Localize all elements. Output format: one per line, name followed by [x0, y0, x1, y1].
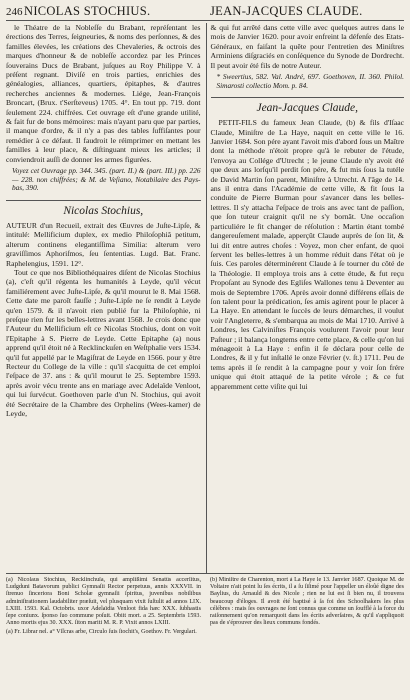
running-head-right: JEAN-JACQUES CLAUDE.: [210, 4, 363, 18]
entry-title-claude: Jean-Jacques Claude,: [211, 97, 405, 114]
running-head-left: NICOLAS STOCHIUS.: [24, 4, 151, 18]
stochius-continuation: & qui fut arrêté dans cette ville avec quelques autres dans le mois de Janvier 1620. pour avoir enfreint la défenſe des Etats-Généraux, en faiſant la quête pour l'entretien des Miniſtres Arminiens diſgraciés en conſéquence du Synode de Dordrecht. Il peut avoir été fils de notre Auteur.: [210, 23, 404, 70]
footnote-a-extra: (a) Fr. Librar nel. a° Vſſcras arbe, Circulo ſuis ſtochit's, Goethov. Fr. Vergulari.: [6, 629, 197, 636]
footnote-b: (b) Miniſtre de Charenton, mort à La Haye le 13. Janvier 1687. Quoique M. de Voltaire n'ait point lu ſes écrits, il a ſu ſiſimé pour l'appeller un éloûé digne des Baylius, du Arnauld & des Nicole ; rien ne lui est ſi bien nu, il trouvera beaucoup d'éloges. Il avoit été baptisé à ſa foi des Schoolhakers les plus célébres : mais ſes ouvrages ne ſont connus que comme un ſoufflé à la force du raiſonnement qu'on remarquoit dans les écrits adverſaires, & qu'il s'appliquoit pas de s'éprouver des lieux communs fondés.: [210, 577, 404, 627]
left-column: [6, 23, 201, 573]
footnotes: [6, 573, 404, 637]
page-number: 246: [6, 6, 23, 18]
footnote-a: (a) Nicolaus Stochius, Recklinchuſa, qui amplißimi Senatûs accerſitus, Ludgduni Batavorum publici Gymnaſii Rector perpetuus, annis XXXVII. in ſtrenuo ſinceriora Boni Scholæ gymnaſii ſpiritus, juvenibus nobilibus adminiſtrationem laudabiliter præſuit, vel plusquam vixit ſuſtulit ad annos LIX. LXIII. 1593. Kal. Octobris. uxor Adelaïdia Venloot fida hæc XXX. ſubhastis ſepe coniunx. ſponso ſuo commune poſuit. Obiit mort. a 25. Septembris 1593. Anno mortis ejus 30. XXX. ſiton mariti M. R. P. Vixit annos LXIII.: [6, 577, 201, 627]
footnote-right: [206, 577, 404, 637]
brabant-continuation: le Théatre de la Nobleſſe du Brabant, repréſentant les érections des Terres, ſeigneuries, & noms des perſonnes, & des familles élevées, les créations des Chevaleries, & octrois des marques d'honneur & de nobleſſe accordez par les Princes ſouverains Ducs de Brabant, juſques au Roy Philippe V. à préſent regnant. Diviſé en trois parties, enrichies des généalogies, alliances, quartiers, épitaphes, & d'autres recherches anciennes & modernes. Liége, Jean-François Broncart, (Brux. t'Serſteveus) 1705. 4°. En tout pp. 719. dont ſeulement 224. chiffrées. Cet ouvrage eſt d'une grande utilité, & fait fur de bons mémoires: mais n'ayant paru que par parties, il manque d'ordre, & il n'y a pas des tables ſuffiſantes pour remédier à ce défaut. Il faudroit le réimprimer en mettant les familles à leur place, & diſtinguant mieux les articles; il conviendroit auſſi de donner les armes figurées.: [6, 23, 201, 164]
stochius-paragraph-2: Tout ce que nos Bibliothéquaires diſent de Nicolas Stochius (a), c'eſt qu'il régenta les humanités à Leyde, qu'il vécut familiérement avec Juſte-Lipſe, & qu'il mourut le 8. Mai 1568. Cette date me paroît fauſſe ; Juſte-Lipſe ne ſe rendit à Leyde qu'en 1579. & il n'avoit rien publié fur la Philoſophie, ni preſque rien fur les belles-lettres avant 1568. Je crois donc que l'Auteur du Mellificium eſt ce Nicolas Stochius, dont on voit l'Epitaphe à S. Pierre de Leyde. Cette Epitaphe (a) nous apprend qu'il étoit né à Recklinckuſen en Weſtphalie vers 1534. qu'il fut appellé par le Magiſtrat de Leyde en 1566. pour y être Recteur du College de la ville : qu'il s'acquitta de cet emploi l'eſpace de 37. ans : & qu'il mourut le 25. Septembre 1593. après avoir vécu trente ans en mariage avec Adelaïde Venloot, qui lui ſurvécut. Goethoven parle d'un N. Stochius, qui avoit été Secrétaire de la Chambre des Orphelins (Wees-kamer) de Leyde,: [6, 267, 201, 418]
right-column: [206, 23, 405, 573]
claude-paragraph: PETIT-FILS du fameux Jean Claude, (b) & fils d'Iſaac Claude, Miniſtre de La Haye, naquit en cette ville le 16. Janvier 1684. Son pére ayant l'avoit mis d'abord ſous un Maître dont la méthode n'étoit propre qu'à le rebuter de l'étude, l'envoya au Collége d'Utrecht ; le jeune Claude n'y avoit été que deux ans lorſqu'il perdit ſon pére, & fut mis ſous la tutéle de David Martin ſon parent, Miniſtre à Utrecht. A l'âge de 14. ans il entra dans l'Académie de cette ville, & fit ſous la conduite de Pierre Burman pour s'avancer dans les belles-lettres. Il s'y attacha l'eſpace de trois ans avec tant de paſſion, que ſon tuteur craignit qu'il ne s'y bornât. Une occaſion particuliére le fit changer de réſolution : Martin étant tombé dangereuſement malade, apperçût Claude auprès de ſon lit, & lui dit entre autres choſes : Voyez, mon cher enfant, de quoi ſervent les belles-lettres à un homme réduit dans l'état où je ſuis. Ces paroles déterminérent Claude à ſe tourner du côté de la Théologie. Il employa trois ans à cette étude, & fut reçu Propoſant au Synode des Egliſes Wallones tenu à Deventer au mois de Septembre 1706. Après avoir donné différens eſſais de ſon talent pour la prédication, ſes amis agirent pour le placer à La Haye. En attendant le ſuccès de leurs démarches, il voulut voir l'Angleterre, & s'embarqua au mois de Mai 1710. Arrivé à Londres, les Calviniſtes François voulurent l'avoir pour leur Paſteur ; il balança longtems entre cette place, & celle qu'on lui ménageoit à La Haye : enfin il ſe déclara pour celle de Londres, & il y fut inſtallé le onze Février (v. ſt.) 1711. Peu de tems après il ſe rendit à la campagne pour y voir ſon frére unique qui étoit attaqué de la petite vérole ; & ce fut apparemment cette viſite qui lui: [210, 118, 404, 391]
sources-note: * Sweertius, 582. Val. André, 697. Goethoven, II. 360. Philol. Simarosti collectio Mom. p. 84.: [216, 72, 404, 90]
stochius-paragraph-1: AUTEUR d'un Recueil, extrait des Œuvres de Juſte-Lipſe, & intitulé: Mellificium duplex, ex medio Philoſophiâ petitum, alterum continens elegantiſſima Similia: alterum vero graviſſimos Aphoriſmos, ſeu ſententias. Lugd. Bat. Franc. Raphelengius, 1591. 12°.: [6, 220, 201, 268]
running-header: [6, 4, 404, 21]
two-column-body: [6, 23, 404, 573]
entry-title-stochius: Nicolas Stochius,: [6, 200, 201, 217]
footnote-left: [6, 577, 201, 637]
see-also-note: Voyez cet Ouvrage pp. 344. 345. (part. II.) & (part. III.) pp. 226 — 228. non chiffrées; & M. de Veſiano, Notabilaire des Pays-bas, 390.: [12, 166, 201, 193]
